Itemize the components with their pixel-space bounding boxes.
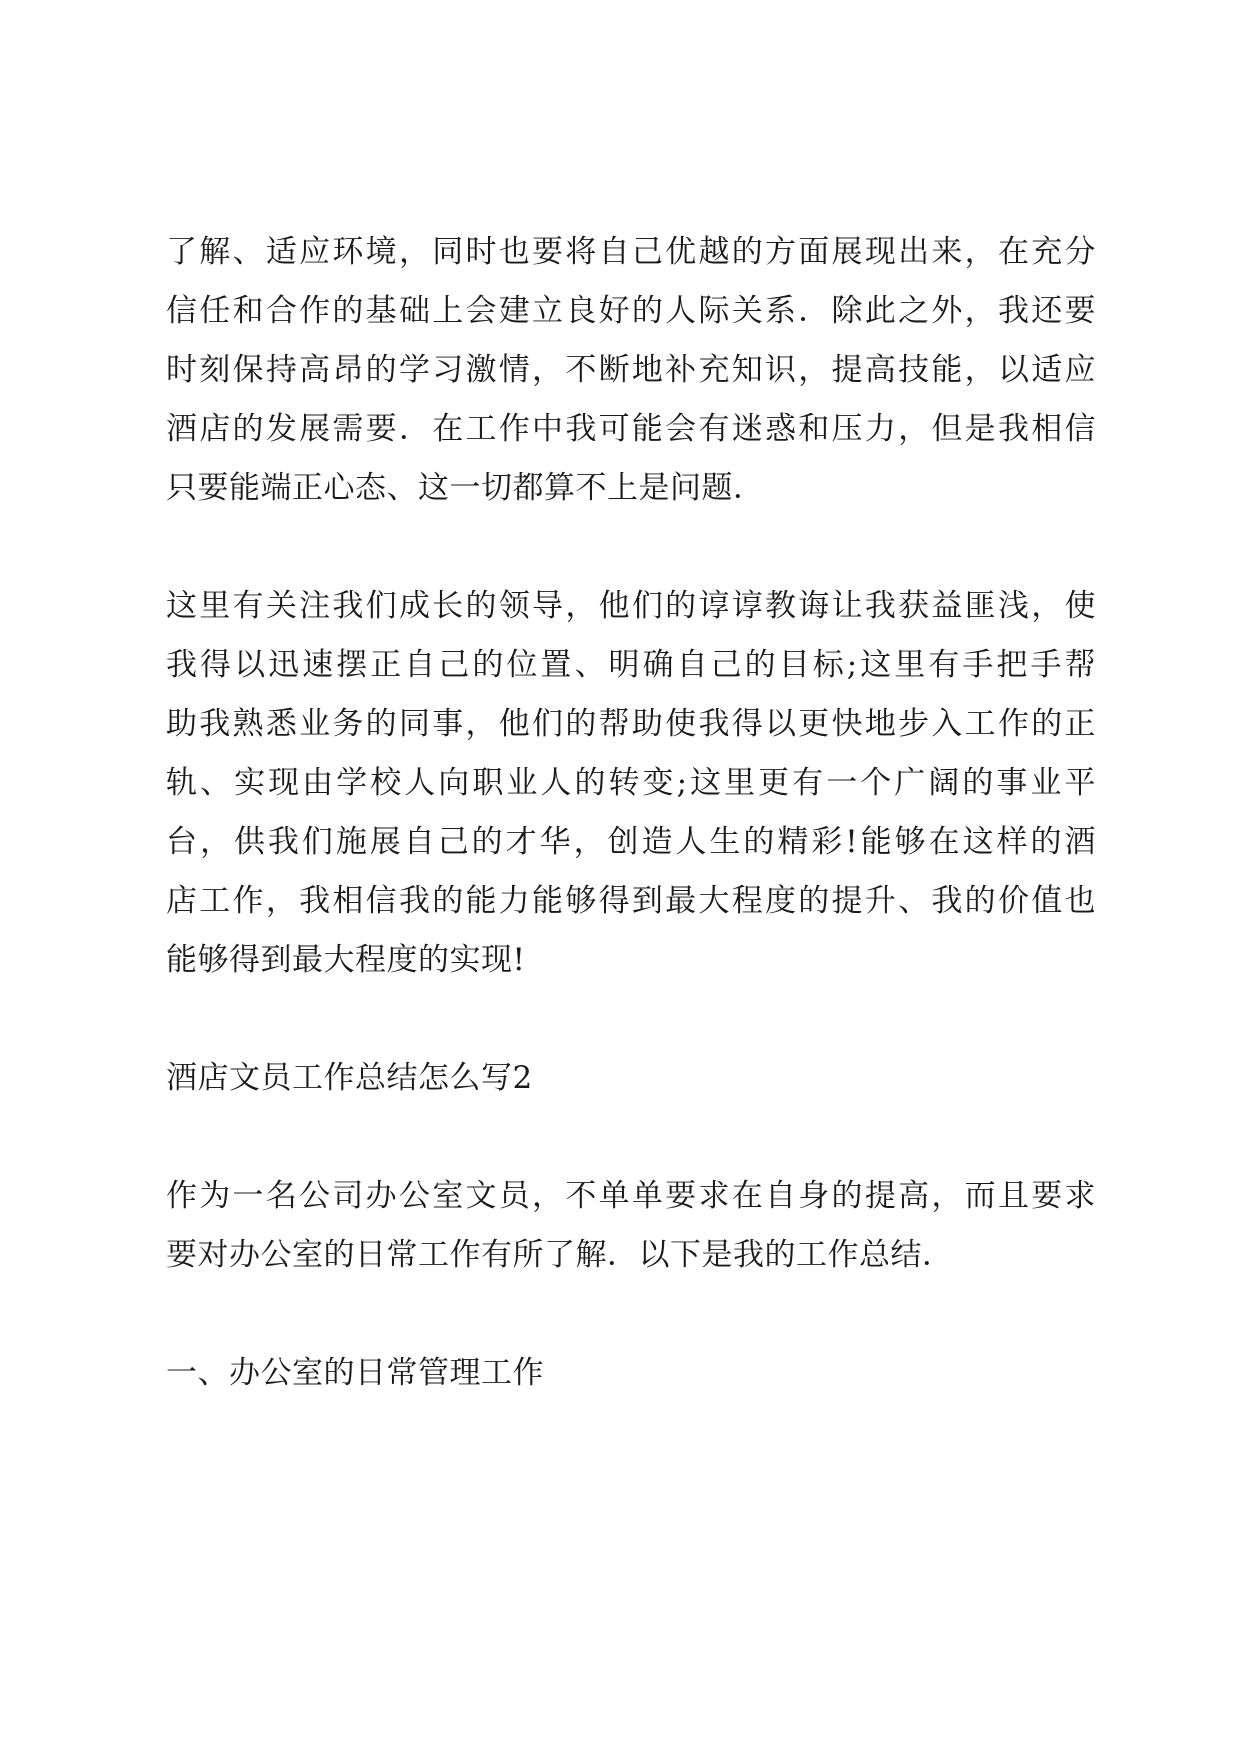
paragraph-1-line-1: 了解、适应环境，同时也要将自己优越的方面展现出来，在充分 [166,234,1096,270]
paragraph-3-line-2: 要对办公室的日常工作有所了解．以下是我的工作总结． [166,1237,954,1273]
paragraph-1-line-3: 时刻保持高昂的学习激情，不断地补充知识，提高技能，以适应 [166,352,1096,388]
paragraph-2-line-4: 轨、实现由学校人向职业人的转变;这里更有一个广阔的事业平 [166,765,1096,801]
paragraph-2-line-7: 能够得到最大程度的实现! [166,942,526,978]
paragraph-1-line-5: 只要能端正心态、这一切都算不上是问题． [166,470,765,506]
paragraph-2-line-3: 助我熟悉业务的同事，他们的帮助使我得以更快地步入工作的正 [166,706,1096,742]
paragraph-2-line-5: 台，供我们施展自己的才华，创造人生的精彩!能够在这样的酒 [166,824,1096,860]
paragraph-2-line-1: 这里有关注我们成长的领导，他们的谆谆教诲让我获益匪浅，使 [166,588,1096,624]
paragraph-1-line-4: 酒店的发展需要．在工作中我可能会有迷惑和压力，但是我相信 [166,411,1096,447]
paragraph-2-line-6: 店工作，我相信我的能力能够得到最大程度的提升、我的价值也 [166,883,1096,919]
section-title: 酒店文员工作总结怎么写2 [166,1060,533,1096]
paragraph-2-line-2: 我得以迅速摆正自己的位置、明确自己的目标;这里有手把手帮 [166,647,1096,683]
subsection-heading: 一、办公室的日常管理工作 [166,1355,544,1391]
paragraph-1-line-2: 信任和合作的基础上会建立良好的人际关系．除此之外，我还要 [166,293,1096,329]
paragraph-3-line-1: 作为一名公司办公室文员，不单单要求在自身的提高，而且要求 [166,1178,1096,1214]
